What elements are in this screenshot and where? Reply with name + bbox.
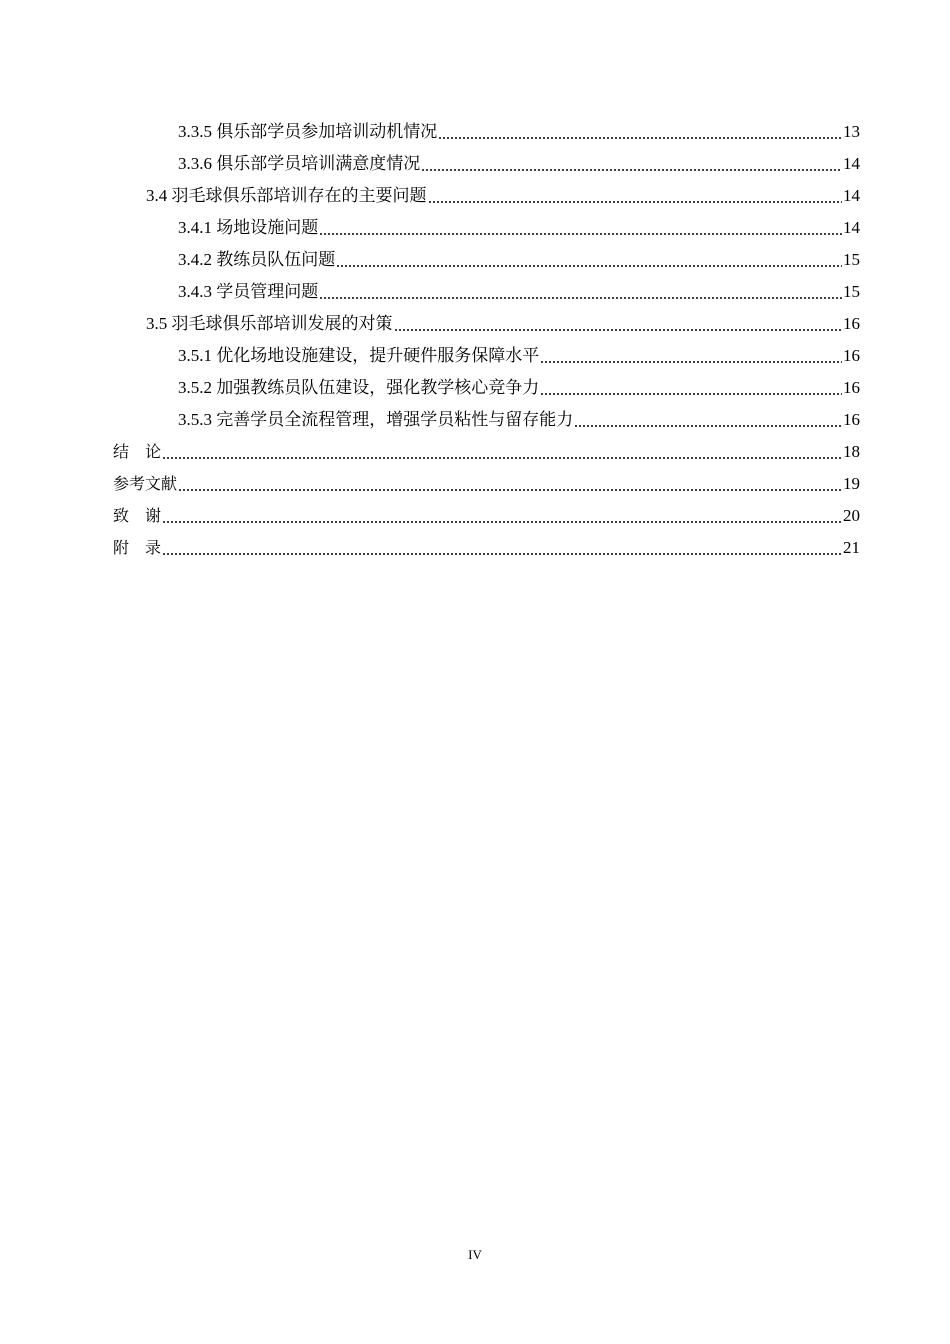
toc-entry-3-5-1[interactable] bbox=[0, 340, 950, 372]
toc-entry-page: 13 bbox=[843, 122, 860, 141]
toc-entry-number: 3.3.5 bbox=[178, 122, 217, 141]
dot-leader bbox=[162, 457, 842, 459]
toc-entry-page: 14 bbox=[843, 154, 860, 173]
dot-leader bbox=[336, 265, 842, 267]
toc-entry-number: 3.3.6 bbox=[178, 154, 217, 173]
toc-entry-page: 16 bbox=[843, 378, 860, 397]
toc-entry-title: 附 录 bbox=[113, 538, 162, 557]
toc-entry-number: 3.4.1 bbox=[178, 218, 217, 237]
toc-entry-page: 19 bbox=[843, 474, 860, 493]
toc-entry-3-4-2[interactable] bbox=[0, 244, 950, 276]
dot-leader bbox=[319, 233, 842, 235]
toc-entry-references[interactable] bbox=[0, 468, 950, 500]
toc-entry-number: 3.4 bbox=[146, 186, 172, 205]
toc-entry-page: 20 bbox=[843, 506, 860, 525]
toc-entry-title: 教练员队伍问题 bbox=[216, 250, 336, 269]
dot-leader bbox=[540, 393, 842, 395]
toc-entry-page: 14 bbox=[843, 218, 860, 237]
toc-entry-page: 16 bbox=[843, 410, 860, 429]
toc-entry-page: 16 bbox=[843, 314, 860, 333]
toc-entry-3-5-2[interactable] bbox=[0, 372, 950, 404]
dot-leader bbox=[438, 137, 842, 139]
dot-leader bbox=[540, 361, 842, 363]
toc-entry-title: 俱乐部学员参加培训动机情况 bbox=[216, 122, 438, 141]
page-number: IV bbox=[468, 1247, 482, 1262]
toc-entry-3-5-3[interactable] bbox=[0, 404, 950, 436]
toc-entry-title: 俱乐部学员培训满意度情况 bbox=[216, 154, 421, 173]
toc-entry-conclusion[interactable] bbox=[0, 436, 950, 468]
table-of-contents bbox=[0, 116, 950, 564]
toc-entry-page: 16 bbox=[843, 346, 860, 365]
dot-leader bbox=[421, 169, 842, 171]
toc-entry-number: 3.5.3 bbox=[178, 410, 217, 429]
dot-leader bbox=[394, 329, 843, 331]
toc-entry-title: 致 谢 bbox=[113, 506, 162, 525]
toc-entry-3-3-5[interactable] bbox=[0, 116, 950, 148]
toc-entry-page: 14 bbox=[843, 186, 860, 205]
toc-entry-3-4[interactable] bbox=[0, 180, 950, 212]
toc-entry-number: 3.5 bbox=[146, 314, 172, 333]
toc-entry-page: 18 bbox=[843, 442, 860, 461]
toc-entry-title: 场地设施问题 bbox=[216, 218, 319, 237]
toc-entry-3-3-6[interactable] bbox=[0, 148, 950, 180]
toc-entry-title: 羽毛球俱乐部培训存在的主要问题 bbox=[171, 186, 427, 205]
dot-leader bbox=[428, 201, 843, 203]
toc-entry-title: 加强教练员队伍建设，强化教学核心竞争力 bbox=[216, 378, 540, 397]
toc-entry-title: 完善学员全流程管理，增强学员粘性与留存能力 bbox=[216, 410, 574, 429]
toc-entry-page: 15 bbox=[843, 282, 860, 301]
toc-entry-number: 3.4.3 bbox=[178, 282, 217, 301]
toc-entry-number: 3.5.2 bbox=[178, 378, 217, 397]
toc-entry-appendix[interactable] bbox=[0, 532, 950, 564]
toc-entry-title: 羽毛球俱乐部培训发展的对策 bbox=[171, 314, 393, 333]
toc-entry-title: 学员管理问题 bbox=[216, 282, 319, 301]
dot-leader bbox=[162, 521, 842, 523]
toc-entry-page: 21 bbox=[843, 538, 860, 557]
toc-entry-3-4-3[interactable] bbox=[0, 276, 950, 308]
toc-entry-title: 优化场地设施建设，提升硬件服务保障水平 bbox=[216, 346, 540, 365]
toc-entry-number: 3.5.1 bbox=[178, 346, 217, 365]
toc-entry-page: 15 bbox=[843, 250, 860, 269]
toc-entry-title: 结 论 bbox=[113, 442, 162, 461]
dot-leader bbox=[574, 425, 842, 427]
dot-leader bbox=[162, 553, 842, 555]
toc-entry-3-5[interactable] bbox=[0, 308, 950, 340]
toc-entry-3-4-1[interactable] bbox=[0, 212, 950, 244]
toc-entry-number: 3.4.2 bbox=[178, 250, 217, 269]
toc-entry-acknowledgements[interactable] bbox=[0, 500, 950, 532]
dot-leader bbox=[319, 297, 842, 299]
toc-entry-title: 参考文献 bbox=[113, 474, 178, 493]
dot-leader bbox=[178, 489, 842, 491]
